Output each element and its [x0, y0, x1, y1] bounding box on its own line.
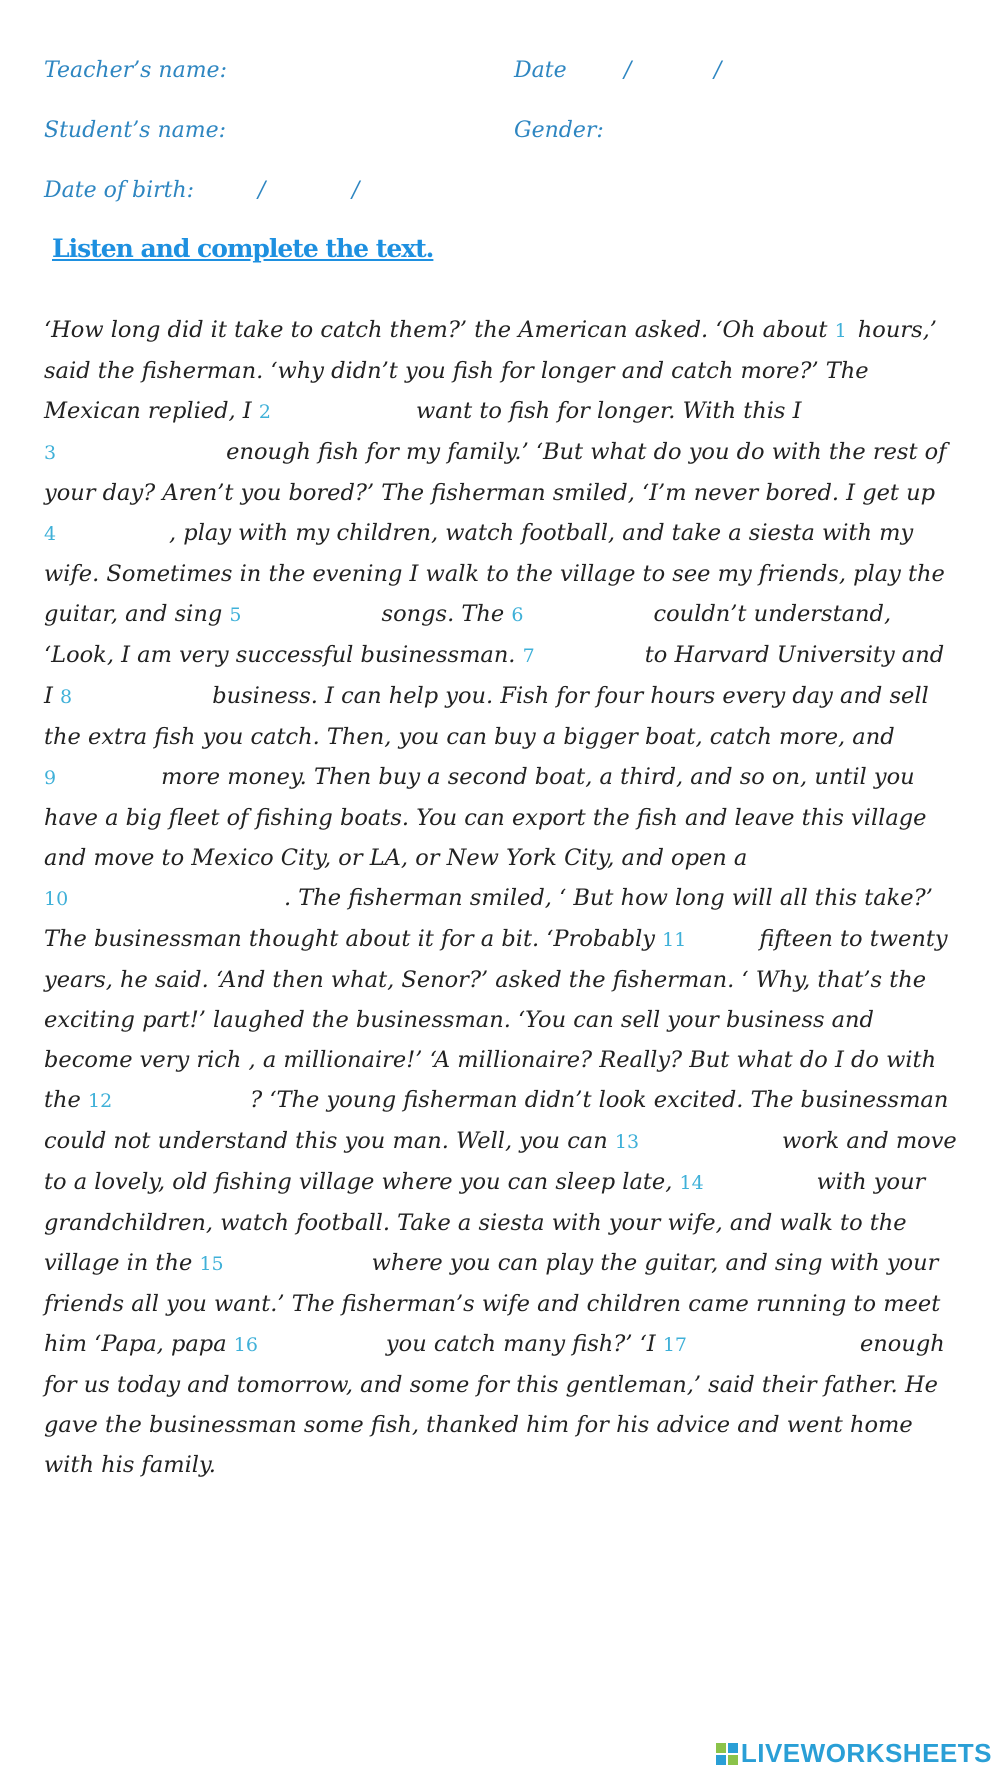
blank-3[interactable]: 3: [44, 442, 57, 464]
liveworksheets-logo-icon: [716, 1743, 738, 1765]
blank-16[interactable]: 16: [233, 1334, 258, 1356]
blank-11[interactable]: 11: [662, 929, 687, 951]
blank-17[interactable]: 17: [662, 1334, 688, 1356]
teacher-name-label: Teacher’s name:: [44, 58, 227, 83]
blank-4[interactable]: 4: [44, 523, 57, 545]
text-segment: songs. The: [374, 601, 512, 627]
date-slash-2: /: [714, 58, 722, 83]
date-slash-1: /: [624, 58, 632, 83]
text-segment: you catch many fish?’ ‘I: [378, 1331, 663, 1357]
blank-7[interactable]: 7: [522, 645, 535, 667]
text-segment: with your grandchildren, watch football. Take a siesta with your wife, and walk to the village in the: [44, 1169, 926, 1276]
text-segment: hours,’ said the fisherman. ‘why didn’t you fish for longer and catch more?’ The Mexican replied, I: [44, 317, 937, 424]
text-segment: enough for us today and tomorrow, and some for this gentleman,’ said their father. He gave the businessman some fish, thanked him for his advice and went home with his family.: [44, 1331, 945, 1478]
brand-name: LIVEWORKSHEETS: [740, 1738, 992, 1768]
student-name-label: Student’s name:: [44, 118, 227, 143]
dob-slash-1: /: [258, 178, 266, 203]
gender-label: Gender:: [514, 118, 604, 143]
blank-8[interactable]: 8: [60, 686, 73, 708]
story-text: [44, 310, 959, 1485]
blank-9[interactable]: 9: [44, 767, 57, 789]
instruction-heading: Listen and complete the text.: [52, 234, 434, 263]
text-segment: , play with my children, watch football, and take a siesta with my wife. Sometimes in the evening I walk to the village to see my friends, play the guitar, and sing: [44, 520, 945, 627]
text-segment: more money. Then buy a second boat, a third, and so on, until you have a big fleet of fishing boats. You can export the fish and leave this village and move to Mexico City, or LA, or New York City, and open a: [44, 764, 927, 871]
text-segment: ‘How long did it take to catch them?’ the American asked. ‘Oh about: [44, 317, 835, 343]
blank-12[interactable]: 12: [88, 1090, 113, 1112]
text-segment: enough fish for my family.’ ‘But what do you do with the rest of your day? Aren’t you bored?’ The fisherman smiled, ‘I’m never bored. I get up: [44, 439, 947, 506]
blank-2[interactable]: 2: [258, 401, 271, 423]
text-segment: work and move to a lovely, old fishing village where you can sleep late,: [44, 1128, 957, 1195]
text-segment: want to fish for longer. With this I: [408, 398, 802, 424]
date-label: Date: [514, 58, 567, 83]
dob-slash-2: /: [352, 178, 360, 203]
text-segment: couldn’t understand, ‘Look, I am very successful businessman.: [44, 601, 892, 668]
blank-10[interactable]: 10: [44, 888, 69, 910]
blank-13[interactable]: 13: [614, 1131, 640, 1153]
text-segment: where you can play the guitar, and sing with your friends all you want.’ The fisherman’s wife and children came running to meet him ‘Papa, papa: [44, 1250, 941, 1357]
blank-1[interactable]: 1: [834, 320, 847, 342]
blank-14[interactable]: 14: [679, 1172, 704, 1194]
blank-6[interactable]: 6: [511, 604, 524, 626]
date-of-birth-label: Date of birth:: [44, 178, 195, 203]
text-segment: business. I can help you. Fish for four hours every day and sell the extra fish you catch. Then, you can buy a bigger boat, catch more, and: [44, 683, 929, 750]
text-segment: fifteen to twenty years, he said. ‘And then what, Senor?’ asked the fisherman. ‘ Why, that’s the exciting part!’ laughed the businessman. ‘You can sell your business and become very rich , a millionaire!’ ‘A millionaire? Really? But what do I do with the: [44, 926, 948, 1113]
text-segment: . The fisherman smiled, ‘ But how long will all this take?’ The businessman thought about it for a bit. ‘Probably: [44, 885, 933, 952]
liveworksheets-logo: [716, 1738, 992, 1769]
text-segment: ? ‘The young fisherman didn’t look excited. The businessman could not understand this you man. Well, you can: [44, 1087, 949, 1154]
blank-15[interactable]: 15: [199, 1253, 224, 1275]
blank-5[interactable]: 5: [229, 604, 242, 626]
text-segment: to Harvard University and I: [44, 642, 945, 709]
